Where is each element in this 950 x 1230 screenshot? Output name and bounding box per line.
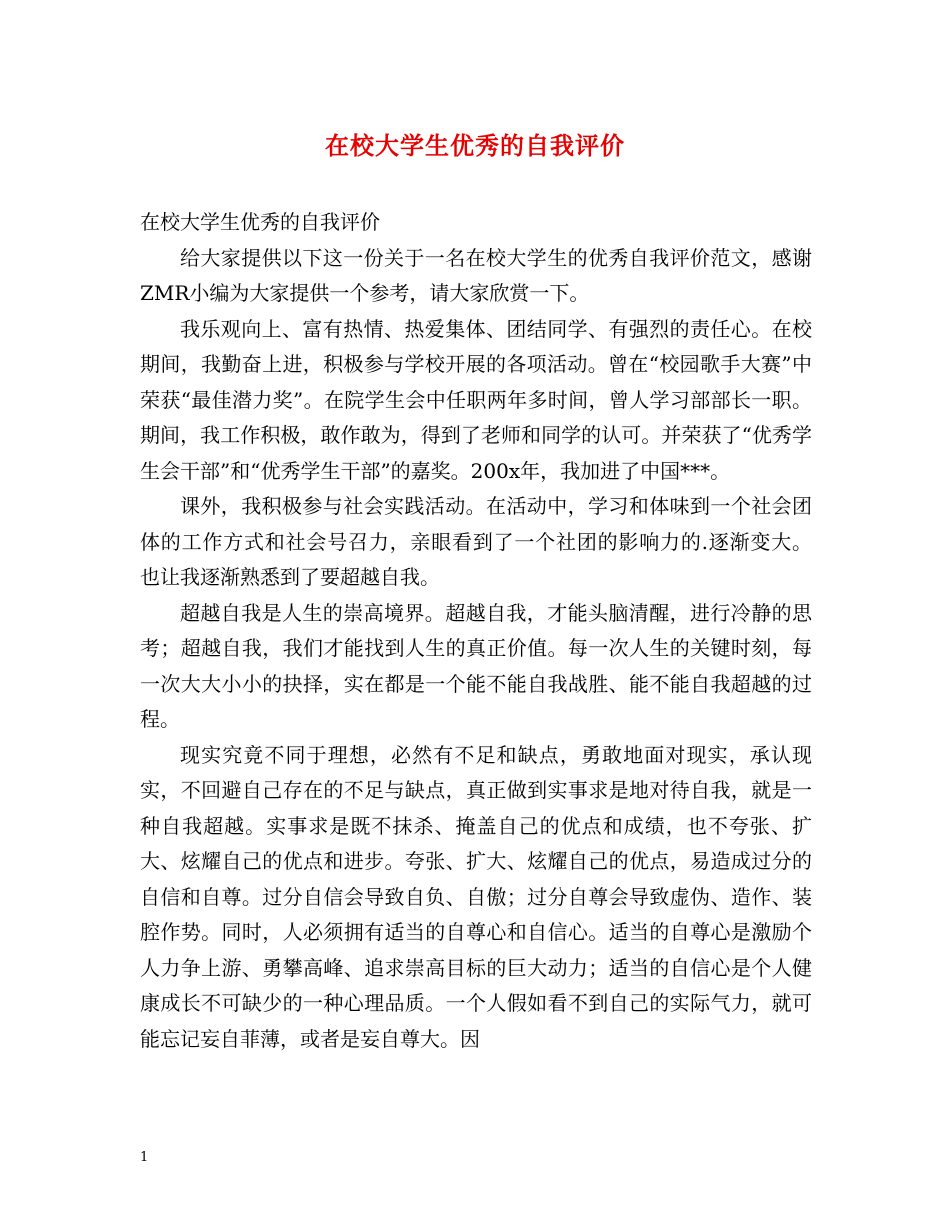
paragraph-self-transcendence: 超越自我是人生的崇高境界。超越自我，才能头脑清醒，进行冷静的思考；超越自我，我们才能找到人生的真正价值。每一次人生的关键时刻，每一次大大小小的抉择，实在都是一个能不能自我战胜、能不能自我超越的过程。: [140, 600, 812, 731]
document-body: [140, 205, 812, 1057]
paragraph-reality: 现实究竟不同于理想，必然有不足和缺点，勇敢地面对现实，承认现实，不回避自己存在的不足与缺点，真正做到实事求是地对待自我，就是一种自我超越。实事求是既不抹杀、掩盖自己的优点和成绩，也不夸张、扩大、炫耀自己的优点和进步。夸张、扩大、炫耀自己的优点，易造成过分的自信和自尊。过分自信会导致自负、自傲；过分自尊会导致虚伪、造作、装腔作势。同时，人必须拥有适当的自尊心和自信心。适当的自尊心是激励个人力争上游、勇攀高峰、追求崇高目标的巨大动力；适当的自信心是个人健康成长不可缺少的一种心理品质。一个人假如看不到自己的实际气力，就可能忘记妄自菲薄，或者是妄自尊大。因: [140, 742, 812, 1051]
paragraph-personality: 我乐观向上、富有热情、热爱集体、团结同学、有强烈的责任心。在校期间，我勤奋上进，积极参与学校开展的各项活动。曾在“校园歌手大赛”中荣获“最佳潜力奖”。在院学生会中任职两年多时间，曾人学习部部长一职。期间，我工作积极，敢作敢为，得到了老师和同学的认可。并荣获了“优秀学生会干部”和“优秀学生干部”的嘉奖。200x年，我加进了中国***。: [140, 316, 812, 483]
document-title: 在校大学生优秀的自我评价: [325, 131, 625, 160]
paragraph-extracurricular: 课外，我积极参与社会实践活动。在活动中，学习和体味到一个社会团体的工作方式和社会号召力，亲眼看到了一个社团的影响力的.逐渐变大。 也让我逐渐熟悉到了要超越自我。: [140, 494, 812, 589]
paragraph-intro: 给大家提供以下这一份关于一名在校大学生的优秀自我评价范文，感谢ZMR小编为大家提供一个参考，请大家欣赏一下。: [140, 245, 812, 305]
page-number: 1: [140, 1150, 149, 1165]
document-subtitle: 在校大学生优秀的自我评价: [140, 210, 380, 234]
